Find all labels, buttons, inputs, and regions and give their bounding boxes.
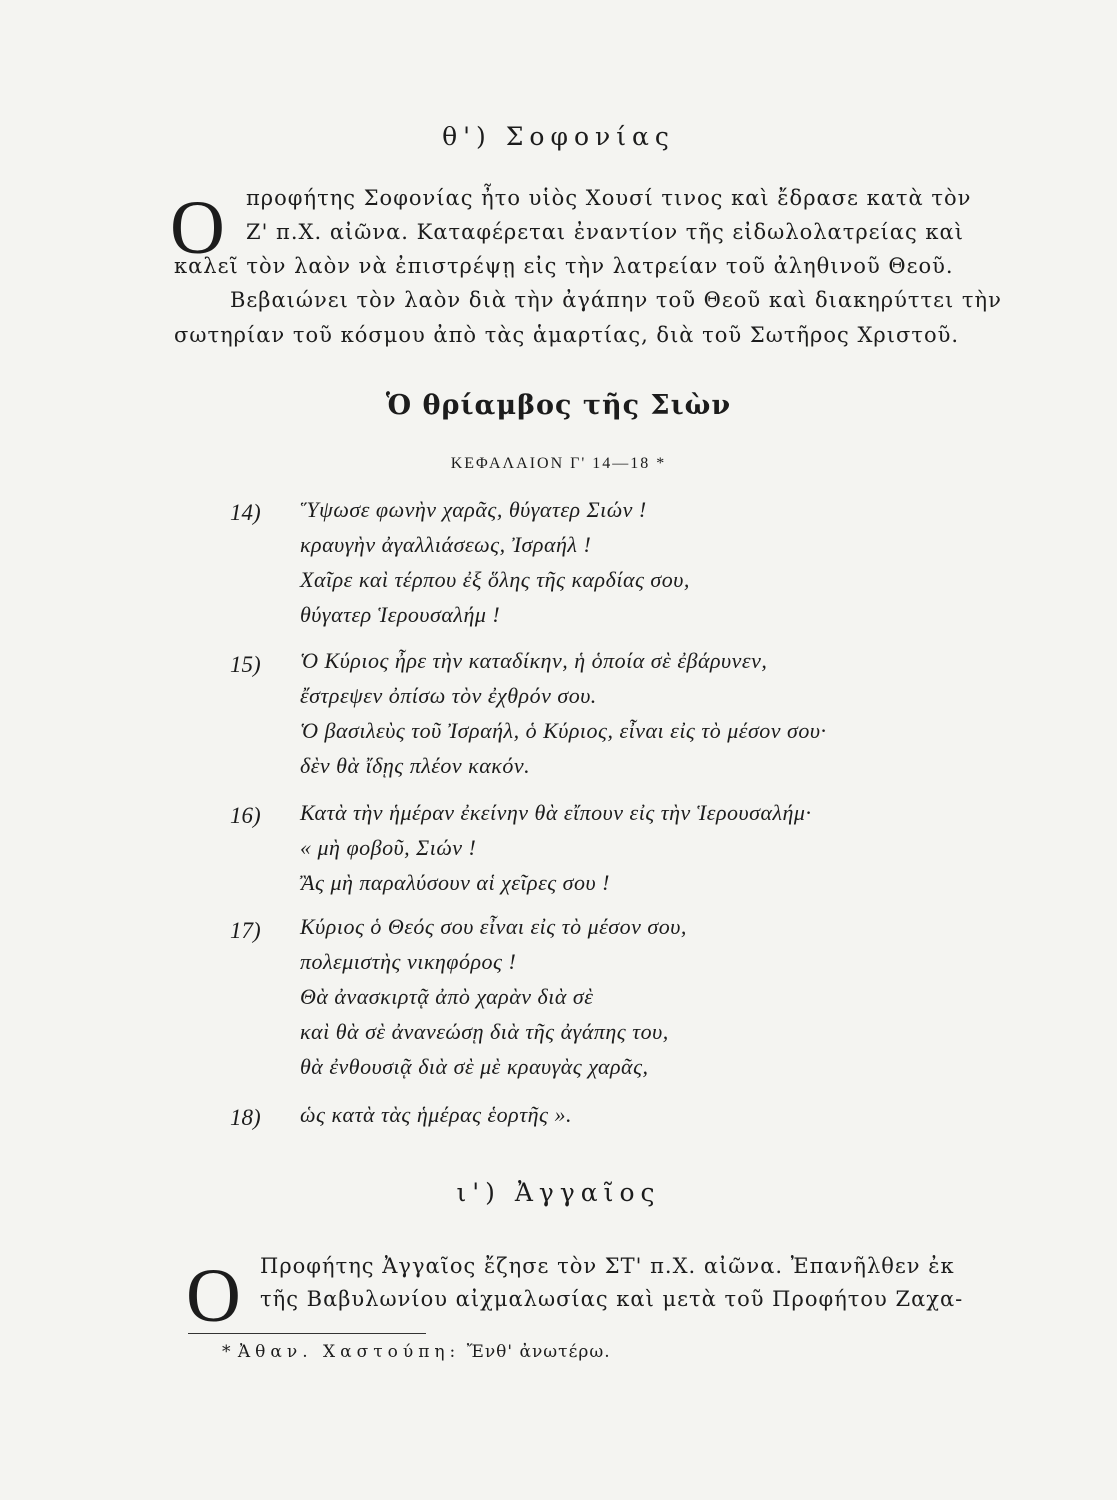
paragraph-line: προφήτης Σοφονίας ἦτο υἱὸς Χουσί τινος καὶ ἔδρασε κατὰ τὸν — [246, 186, 972, 210]
paragraph-line: καλεῖ τὸν λαὸν νὰ ἐπιστρέψῃ εἰς τὴν λατρείαν τοῦ ἀληθινοῦ Θεοῦ. — [174, 254, 954, 278]
verse-line: Κατὰ τὴν ἡμέραν ἐκείνην θὰ εἴπουν εἰς τὴν Ἱερουσαλήμ· — [300, 800, 812, 825]
footnote-marker: * — [222, 1342, 232, 1362]
verse-number: 15) — [230, 652, 261, 677]
chapter-reference: ΚΕΦΑΛΑΙΟΝ Γ' 14—18 * — [450, 455, 667, 472]
verse-line: κραυγὴν ἀγαλλιάσεως, Ἰσραήλ ! — [300, 532, 592, 557]
verse-line: ἔστρεψεν ὀπίσω τὸν ἐχθρόν σου. — [300, 683, 597, 708]
verse-line: Κύριος ὁ Θεός σου εἶναι εἰς τὸ μέσον σου, — [300, 914, 687, 939]
verse-line: καὶ θὰ σὲ ἀνανεώσῃ διὰ τῆς ἀγάπης του, — [300, 1019, 669, 1044]
drop-cap-letter: O — [186, 1254, 241, 1338]
footnote-work: Ἔνθ' ἀνωτέρω. — [466, 1342, 611, 1362]
verse-number: 16) — [230, 803, 261, 828]
paragraph-line: τῆς Βαβυλωνίου αἰχμαλωσίας καὶ μετὰ τοῦ Προφήτου Ζαχα- — [260, 1287, 964, 1311]
section-title-aggaios: ι') Ἀγγαῖος — [456, 1178, 661, 1207]
paragraph-line: Ζ' π.Χ. αἰῶνα. Καταφέρεται ἐναντίον τῆς εἰδωλολατρείας καὶ — [246, 220, 964, 244]
paragraph-line: σωτηρίαν τοῦ κόσμου ἀπὸ τὰς ἁμαρτίας, διὰ τοῦ Σωτῆρος Χριστοῦ. — [174, 323, 960, 347]
verse-line: πολεμιστὴς νικηφόρος ! — [300, 949, 517, 974]
verse-number: 18) — [230, 1105, 261, 1130]
verse-line: Χαῖρε καὶ τέρπου ἐξ ὅλης τῆς καρδίας σου, — [300, 567, 690, 592]
verse-line: Ὕψωσε φωνὴν χαρᾶς, θύγατερ Σιών ! — [300, 497, 647, 522]
verse-line: Ὁ βασιλεὺς τοῦ Ἰσραήλ, ὁ Κύριος, εἶναι εἰς τὸ μέσον σου· — [300, 718, 827, 743]
drop-cap-letter: O — [170, 186, 225, 270]
verse-number: 14) — [230, 500, 261, 525]
section-title-sofonias: θ') Σοφονίας — [442, 122, 675, 151]
footnote-author: Ἀθαν. Χαστούπη: — [237, 1342, 461, 1362]
footnote-rule — [188, 1333, 426, 1334]
verse-line: Ἂς μὴ παραλύσουν αἱ χεῖρες σου ! — [300, 870, 610, 895]
poem-title: Ὁ θρίαμβος τῆς Σιὼν — [385, 390, 732, 421]
paragraph-line: Προφήτης Ἀγγαῖος ἔζησε τὸν ΣΤ' π.Χ. αἰῶνα. Ἐπανῆλθεν ἐκ — [260, 1254, 955, 1278]
footnote — [222, 1342, 611, 1362]
verse-number: 17) — [230, 918, 261, 943]
verse-line: δὲν θὰ ἴδῃς πλέον κακόν. — [300, 753, 531, 778]
verse-line: Ὁ Κύριος ἦρε τὴν καταδίκην, ἡ ὁποία σὲ ἐβάρυνεν, — [300, 648, 768, 673]
verse-line: θὰ ἐνθουσιᾷ διὰ σὲ μὲ κραυγὰς χαρᾶς, — [300, 1054, 649, 1079]
verse-line: « μὴ φοβοῦ, Σιών ! — [300, 835, 477, 860]
verse-line: Θὰ ἀνασκιρτᾷ ἀπὸ χαρὰν διὰ σὲ — [300, 984, 594, 1009]
paragraph-line: Βεβαιώνει τὸν λαὸν διὰ τὴν ἀγάπην τοῦ Θεοῦ καὶ διακηρύττει τὴν — [230, 288, 1002, 312]
verse-line: ὡς κατὰ τὰς ἡμέρας ἑορτῆς ». — [300, 1102, 572, 1127]
verse-line: θύγατερ Ἱερουσαλήμ ! — [300, 602, 501, 627]
